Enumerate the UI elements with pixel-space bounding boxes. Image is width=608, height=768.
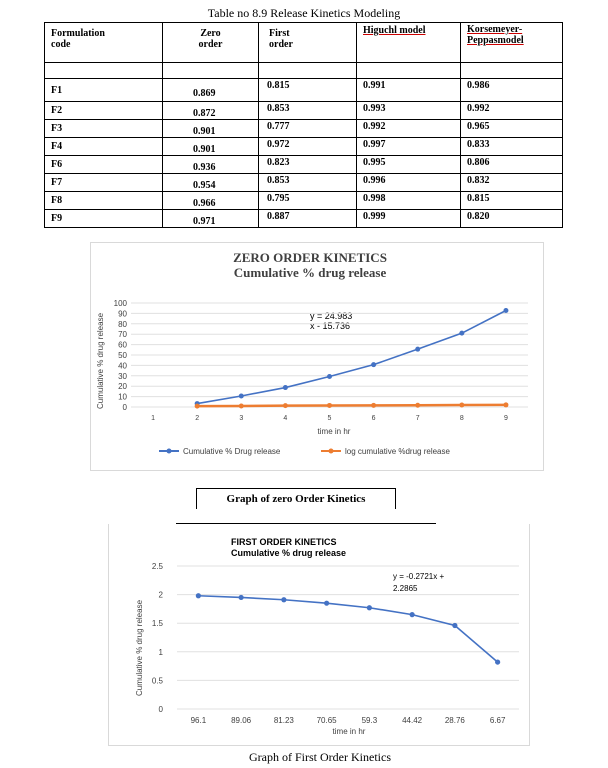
- zero-x-tick-label: 1: [151, 415, 156, 422]
- table-cell-code: F1: [45, 79, 163, 102]
- table-header-row: [45, 23, 563, 63]
- table-cell-higuchi: 0.997: [357, 138, 461, 156]
- table-cell-first: 0.795: [259, 192, 357, 210]
- header-higuchi-model: Higuchl model: [357, 23, 461, 63]
- table-cell-code: F9: [45, 210, 163, 228]
- first-series-point: [281, 597, 286, 602]
- first-series-point: [196, 593, 201, 598]
- zero-y-tick-label: 80: [118, 319, 127, 329]
- first-y-tick-label: 0: [158, 705, 163, 714]
- zero-series-point: [327, 403, 332, 408]
- legend-marker-log: [329, 449, 334, 454]
- table-row: [45, 120, 563, 138]
- table-cell-zero: 0.936: [163, 156, 259, 174]
- first-chart-xlabel: time in hr: [332, 727, 366, 736]
- first-x-tick-label: 89.06: [231, 716, 252, 725]
- table-cell-zero: 0.869: [163, 79, 259, 102]
- first-x-tick-label: 96.1: [190, 716, 207, 725]
- legend-label-log: log cumulative %drug release: [345, 447, 450, 456]
- table-cell-zero: 0.901: [163, 120, 259, 138]
- table-cell-code: F3: [45, 120, 163, 138]
- zero-y-tick-label: 40: [118, 361, 127, 371]
- first-x-tick-label: 44.42: [402, 716, 423, 725]
- table-cell-korse: 0.820: [461, 210, 563, 228]
- zero-x-tick-label: 9: [503, 415, 508, 422]
- zero-series-point: [327, 374, 332, 379]
- table-cell-code: F8: [45, 192, 163, 210]
- zero-series-point: [195, 404, 200, 409]
- legend-label-cumulative: Cumulative % Drug release: [183, 447, 281, 456]
- zero-chart-legend: [159, 447, 450, 456]
- table-cell-higuchi: 0.999: [357, 210, 461, 228]
- first-x-tick-label: 59.3: [361, 716, 378, 725]
- first-series-point: [367, 605, 372, 610]
- zero-x-tick-label: 7: [415, 415, 420, 422]
- first-x-tick-label: 28.76: [444, 716, 465, 725]
- first-chart-equation-1: y = -0.2721x +: [393, 572, 445, 581]
- table-cell-code: F7: [45, 174, 163, 192]
- first-y-tick-label: 2.5: [151, 562, 163, 571]
- table-cell-korse: 0.833: [461, 138, 563, 156]
- zero-y-tick-label: 20: [118, 382, 127, 392]
- first-series-point: [410, 612, 415, 617]
- table-cell-zero: 0.966: [163, 192, 259, 210]
- table-cell-higuchi: 0.993: [357, 102, 461, 120]
- first-order-chart: [109, 524, 529, 745]
- zero-y-tick-label: 30: [118, 371, 127, 381]
- first-chart-title: FIRST ORDER KINETICS: [231, 537, 337, 547]
- zero-series-point: [371, 403, 376, 408]
- zero-series-point: [239, 393, 244, 398]
- first-order-caption: Graph of First Order Kinetics: [249, 750, 391, 764]
- table-cell-korse: 0.815: [461, 192, 563, 210]
- first-y-tick-label: 1: [158, 647, 163, 657]
- first-series-point: [239, 595, 244, 600]
- zero-series-point: [415, 347, 420, 352]
- table-cell-korse: 0.965: [461, 120, 563, 138]
- table-cell-zero: 0.872: [163, 102, 259, 120]
- zero-chart-ylabel: Cumulative % drug release: [96, 312, 105, 410]
- zero-chart-equation-1: y = 24.983: [310, 311, 353, 321]
- table-row: [45, 210, 563, 228]
- table-cell-higuchi: 0.996: [357, 174, 461, 192]
- zero-series-point: [503, 308, 508, 313]
- table-row: [45, 156, 563, 174]
- zero-series-point: [283, 403, 288, 408]
- table-row: [45, 102, 563, 120]
- zero-x-tick-label: 5: [327, 415, 332, 422]
- table-cell-higuchi: 0.991: [357, 79, 461, 102]
- first-chart-equation-2: 2.2865: [393, 584, 418, 593]
- zero-series-point: [503, 402, 508, 407]
- table-cell-first: 0.853: [259, 102, 357, 120]
- zero-y-tick-label: 100: [113, 299, 127, 308]
- zero-x-tick-label: 4: [283, 415, 288, 422]
- header-korsemeyer-peppas: Korsemeyer- Peppasmodel: [461, 23, 563, 63]
- zero-x-tick-label: 3: [239, 415, 244, 422]
- table-row: [45, 79, 563, 102]
- first-order-chart-frame: [108, 524, 530, 746]
- table-cell-code: F4: [45, 138, 163, 156]
- first-y-tick-label: 0.5: [151, 676, 163, 686]
- kinetics-table: [44, 22, 563, 228]
- table-cell-korse: 0.806: [461, 156, 563, 174]
- zero-series-point: [415, 403, 420, 408]
- zero-y-tick-label: 90: [118, 309, 127, 319]
- zero-series-point: [459, 331, 464, 336]
- table-cell-code: F6: [45, 156, 163, 174]
- first-chart-ylabel: Cumulative % drug release: [135, 599, 144, 697]
- zero-y-tick-label: 10: [118, 392, 127, 402]
- zero-series-point: [283, 385, 288, 390]
- table-row: [45, 192, 563, 210]
- table-cell-first: 0.853: [259, 174, 357, 192]
- table-cell-korse: 0.992: [461, 102, 563, 120]
- zero-chart-xlabel: time in hr: [317, 427, 351, 436]
- table-cell-zero: 0.954: [163, 174, 259, 192]
- first-y-tick-label: 1.5: [151, 619, 163, 629]
- zero-y-tick-label: 50: [118, 351, 127, 360]
- table-cell-higuchi: 0.992: [357, 120, 461, 138]
- first-chart-subtitle: Cumulative % drug release: [231, 548, 347, 558]
- first-y-tick-label: 2: [158, 590, 163, 600]
- table-cell-first: 0.777: [259, 120, 357, 138]
- table-cell-first: 0.972: [259, 138, 357, 156]
- zero-order-chart-frame: [90, 242, 544, 471]
- table-cell-first: 0.815: [259, 79, 357, 102]
- first-series-point: [452, 623, 457, 628]
- table-spacer-row: [45, 63, 563, 79]
- legend-marker-cumulative: [167, 449, 172, 454]
- header-formulation-code: Formulation code: [45, 23, 163, 63]
- header-first-order: First order: [259, 23, 357, 63]
- zero-order-chart: [91, 243, 543, 470]
- table-caption: Table no 8.9 Release Kinetics Modeling: [207, 6, 401, 20]
- zero-series-point: [371, 362, 376, 367]
- zero-x-tick-label: 6: [371, 415, 376, 422]
- zero-y-tick-label: 60: [118, 340, 127, 350]
- table-cell-korse: 0.986: [461, 79, 563, 102]
- zero-series-point: [239, 403, 244, 408]
- table-cell-zero: 0.971: [163, 210, 259, 228]
- zero-chart-subtitle: Cumulative % drug release: [233, 265, 387, 280]
- header-zero-order: Zero order: [163, 23, 259, 63]
- table-cell-zero: 0.901: [163, 138, 259, 156]
- first-series-point: [324, 601, 329, 606]
- zero-chart-equation-2: x - 15.736: [310, 321, 351, 331]
- first-series-point: [495, 659, 500, 664]
- table-row: [45, 138, 563, 156]
- zero-x-tick-label: 8: [459, 415, 464, 422]
- first-x-tick-label: 6.67: [489, 716, 506, 725]
- table-cell-first: 0.823: [259, 156, 357, 174]
- zero-y-tick-label: 0: [122, 403, 127, 412]
- table-row: [45, 174, 563, 192]
- zero-order-caption: Graph of zero Order Kinetics: [196, 488, 396, 509]
- table-cell-code: F2: [45, 102, 163, 120]
- first-x-tick-label: 81.23: [273, 716, 294, 725]
- table-cell-first: 0.887: [259, 210, 357, 228]
- zero-series-line-0: [197, 310, 506, 403]
- zero-y-tick-label: 70: [118, 330, 127, 340]
- zero-chart-title: ZERO ORDER KINETICS: [233, 250, 387, 265]
- zero-x-tick-label: 2: [195, 415, 200, 422]
- zero-series-point: [459, 403, 464, 408]
- table-cell-higuchi: 0.998: [357, 192, 461, 210]
- table-cell-korse: 0.832: [461, 174, 563, 192]
- first-x-tick-label: 70.65: [316, 716, 337, 725]
- table-cell-higuchi: 0.995: [357, 156, 461, 174]
